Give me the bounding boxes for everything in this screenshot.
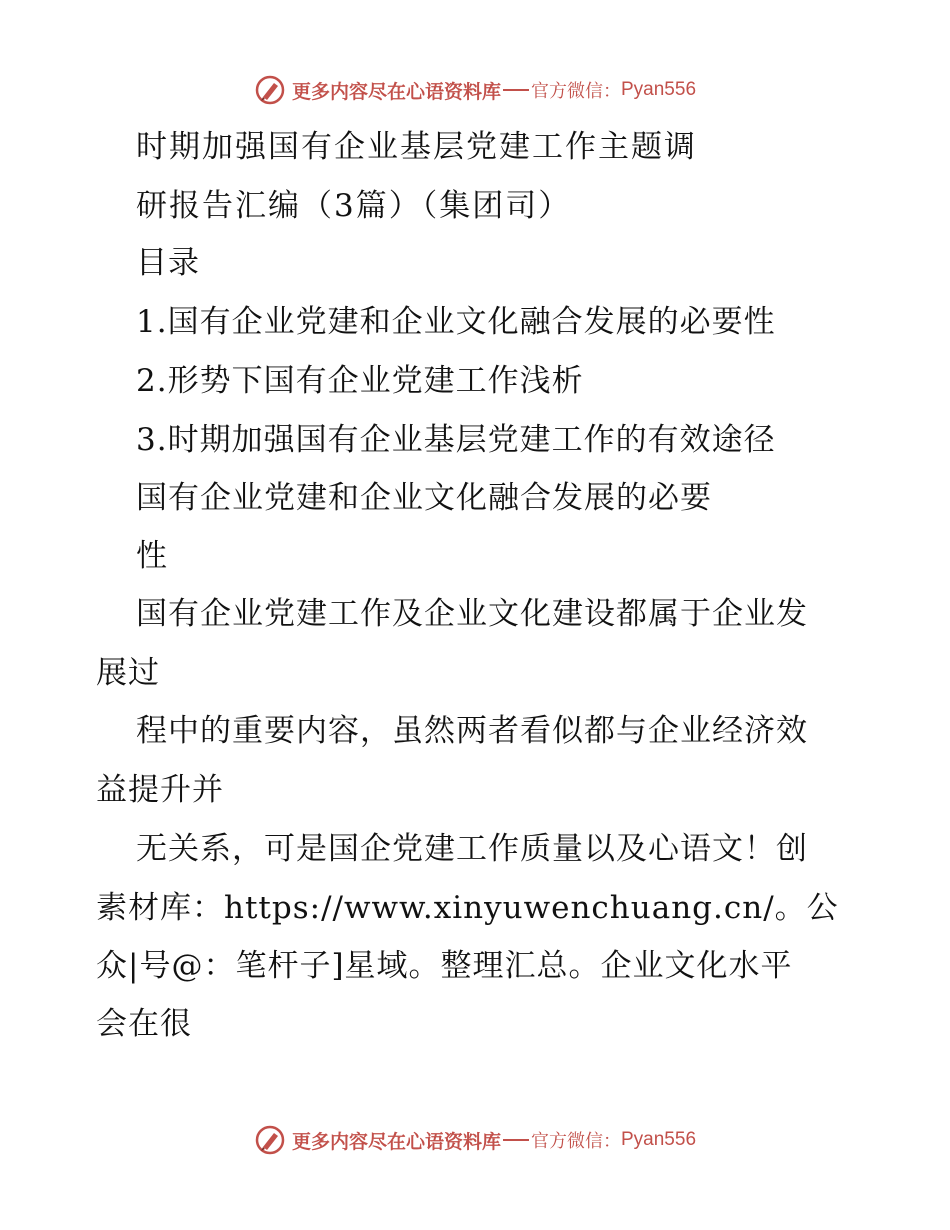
pen-logo-icon: [254, 1124, 286, 1156]
body-text-line: 会在很: [96, 1006, 192, 1042]
toc-item: 1.国有企业党建和企业文化融合发展的必要性: [136, 304, 776, 340]
header-watermark-banner: [0, 70, 950, 110]
footer-watermark-banner: [0, 1120, 950, 1160]
body-text-line: 无关系，可是国企党建工作质量以及心语文！创: [136, 831, 808, 867]
banner-main-text: 更多内容尽在心语资料库: [291, 80, 501, 103]
body-text-line: 益提升并: [96, 772, 224, 808]
banner-wechat-label: 官方微信：: [531, 81, 621, 102]
banner-wechat-id: Pyan556: [621, 79, 697, 100]
toc-item: 2.形势下国有企业党建工作浅析: [136, 363, 584, 399]
pen-logo-icon: [254, 74, 286, 106]
banner-dash: [503, 1139, 529, 1141]
toc-item: 3.时期加强国有企业基层党建工作的有效途径: [136, 422, 776, 458]
banner-dash: [503, 89, 529, 91]
document-title-line-1: 时期加强国有企业基层党建工作主题调: [136, 129, 697, 165]
banner-wechat-id: Pyan556: [621, 1129, 697, 1150]
banner-wechat-label: 官方微信：: [531, 1131, 621, 1152]
body-text-line: 国有企业党建工作及企业文化建设都属于企业发: [136, 596, 808, 632]
section-title-line-2: 性: [136, 538, 168, 574]
document-title-line-2: 研报告汇编（3篇）（集团司）: [136, 188, 572, 224]
banner-main-text: 更多内容尽在心语资料库: [291, 1130, 501, 1153]
body-text-line: 程中的重要内容，虽然两者看似都与企业经济效: [136, 713, 808, 749]
section-title-line-1: 国有企业党建和企业文化融合发展的必要: [136, 480, 712, 516]
body-text-line: 众|号@：笔杆子]星域。整理汇总。企业文化水平: [96, 948, 793, 984]
body-text-line: 素材库：https://www.xinyuwenchuang.cn/。公: [96, 890, 839, 926]
body-text-line: 展过: [96, 655, 160, 691]
toc-heading: 目录: [136, 245, 200, 281]
